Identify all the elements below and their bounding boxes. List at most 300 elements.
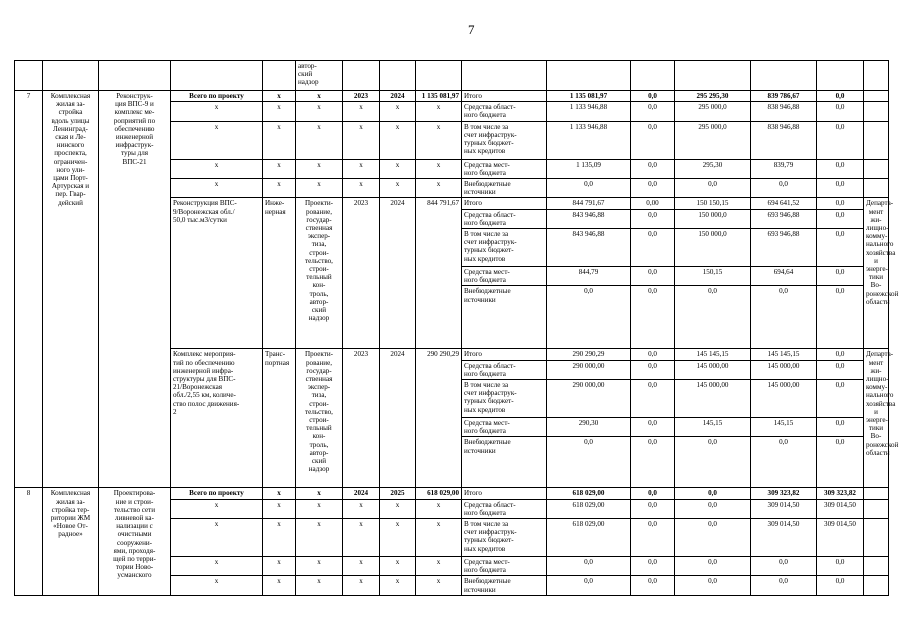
total-value <box>547 267 631 286</box>
value-2022-text: 0,0 <box>648 230 657 239</box>
table-body <box>15 61 899 596</box>
value-2022-text: 0,0 <box>648 381 657 390</box>
x-cell-text: x <box>395 500 400 509</box>
x-cell-text: x <box>395 520 400 529</box>
x-cell <box>343 576 380 595</box>
total-value <box>547 519 631 557</box>
value-2023-text: 145,15 <box>702 419 723 428</box>
x-cell-text: x <box>436 577 441 586</box>
x-cell <box>343 179 380 198</box>
value-2023 <box>675 499 751 518</box>
total-value <box>547 102 631 121</box>
total-cost-text: 290 290,29 <box>427 350 459 359</box>
page-number: 7 <box>468 22 475 37</box>
value-2025-text: 0,0 <box>835 287 845 296</box>
value-2022 <box>631 499 675 518</box>
value-2022 <box>631 209 675 228</box>
source-cell <box>462 349 547 360</box>
value-2024-text: 693 946,88 <box>767 210 800 219</box>
value-2025 <box>817 179 864 198</box>
object-stage-text: Проекти- рование, государ- ственная экспер- тиза, строи- тельство, строи- тельный кон- троль, автор- ский надзор <box>304 199 334 323</box>
total-value-text: 844,79 <box>578 268 599 277</box>
x-cell-text: x <box>317 180 321 189</box>
total-value-text: 0,0 <box>584 180 593 189</box>
source-cell <box>462 91 547 102</box>
value-2023-text: 150,15 <box>702 268 723 277</box>
value-2022-text: 0,0 <box>648 520 657 529</box>
end-year-text: 2024 <box>390 199 405 208</box>
total-value <box>547 179 631 198</box>
value-2022-text: 0,0 <box>648 122 657 131</box>
x-cell-text: x <box>277 103 281 112</box>
value-2022-text: 0,00 <box>646 199 659 208</box>
x-cell-text: x <box>359 520 363 529</box>
project-name-text: Комплексная жилая за- стройка вдоль улицы Ленинград- ская и Ле- нинского проспекта, ограничен- ного ули- цами Порт- Артурская и пер. Гвар- дейский <box>50 92 91 207</box>
value-2024 <box>751 267 817 286</box>
responsible-org <box>864 198 899 349</box>
source-cell <box>462 179 547 198</box>
x-cell <box>171 102 263 121</box>
value-2023-text: 0,0 <box>708 558 717 567</box>
value-2025-text: 0,0 <box>835 180 845 189</box>
x-cell-text: x <box>317 92 321 100</box>
value-2023 <box>675 576 751 595</box>
value-2023-text: 295,30 <box>702 160 723 169</box>
value-2024-text: 839 786,67 <box>767 92 800 100</box>
responsible-org <box>864 349 899 488</box>
source-cell <box>462 102 547 121</box>
value-2025 <box>817 102 864 121</box>
source-cell <box>462 209 547 228</box>
value-2025-text: 0,0 <box>835 230 845 239</box>
total-cost-text: 1 135 081,97 <box>421 92 459 100</box>
x-cell <box>296 557 343 576</box>
x-cell-text: x <box>277 122 281 131</box>
value-2024-text: 0,0 <box>779 577 788 586</box>
x-cell-text: x <box>277 180 281 189</box>
value-2023 <box>675 286 751 349</box>
x-cell-text: x <box>436 180 441 189</box>
value-2024-text: 145 000,00 <box>767 381 800 390</box>
value-2022 <box>631 267 675 286</box>
x-cell-text: x <box>317 489 321 498</box>
total-value-text: 844 791,67 <box>572 199 605 208</box>
source-cell-text: Средства област- ного бюджета <box>464 500 516 517</box>
total-value <box>547 418 631 437</box>
value-2025 <box>817 576 864 595</box>
total-value-text: 843 946,88 <box>572 230 605 239</box>
end-year-text: 2025 <box>390 489 405 498</box>
x-cell-text: x <box>395 103 400 112</box>
value-2024 <box>751 437 817 488</box>
x-cell <box>296 488 343 499</box>
total-label <box>171 488 263 499</box>
value-2023 <box>675 267 751 286</box>
value-2025 <box>817 380 864 418</box>
total-value-text: 618 029,00 <box>572 489 605 498</box>
value-2024-text: 694,64 <box>773 268 794 277</box>
value-2023-text: 0,0 <box>708 500 717 509</box>
start-year-text: 2023 <box>353 350 369 359</box>
value-2025-text: 0,0 <box>835 419 845 428</box>
total-value <box>547 91 631 102</box>
value-2024 <box>751 102 817 121</box>
value-2024 <box>751 557 817 576</box>
x-cell-text: x <box>395 577 400 586</box>
x-cell-text: x <box>359 577 363 586</box>
x-cell-text: x <box>359 180 363 189</box>
source-cell-text: Внебюджетные источники <box>464 287 511 304</box>
value-2024 <box>751 418 817 437</box>
value-2024 <box>751 499 817 518</box>
x-cell-text: x <box>317 520 321 529</box>
x-cell <box>171 159 263 178</box>
total-value-text: 1 133 946,88 <box>569 122 608 131</box>
object-stage <box>296 198 343 349</box>
value-2023 <box>675 437 751 488</box>
subproject-name-text: Проектирова- ние и строи- тельство сети ливневой ка- нализации с очистными сооружени- ями, проходя- щей по терри- тории Ново- усманского <box>113 489 156 580</box>
value-2023 <box>675 418 751 437</box>
value-2022 <box>631 519 675 557</box>
value-2024 <box>751 286 817 349</box>
x-cell <box>416 576 462 595</box>
total-value-text: 0,0 <box>584 287 593 296</box>
value-2022 <box>631 576 675 595</box>
object-stage-text: Проекти- рование, государ- ственная экспер- тиза, строи- тельство, строи- тельный кон- троль, автор- ский надзор <box>304 350 334 474</box>
value-2022-text: 0,0 <box>648 489 657 498</box>
value-2023 <box>675 349 751 360</box>
x-cell <box>416 102 462 121</box>
object-kind-text: Инже- нерная <box>265 199 286 216</box>
x-cell <box>380 179 416 198</box>
value-2024-text: 145,15 <box>773 419 794 428</box>
value-2025-text: 0,0 <box>835 92 845 100</box>
value-2024 <box>751 488 817 499</box>
x-cell <box>263 519 296 557</box>
x-cell <box>380 557 416 576</box>
source-cell-text: Внебюджетные источники <box>464 438 511 455</box>
total-cost <box>416 91 462 102</box>
end-year <box>380 349 416 488</box>
x-cell-text: x <box>214 103 219 112</box>
value-2024-text: 0,0 <box>779 438 788 447</box>
budget-table <box>14 60 899 596</box>
total-cost-text: 844 791,67 <box>427 199 459 208</box>
value-2025 <box>817 229 864 267</box>
value-2024-text: 309 014,50 <box>767 520 800 529</box>
start-year <box>343 91 380 102</box>
value-2022-text: 0,0 <box>648 180 657 189</box>
x-cell <box>380 121 416 159</box>
x-cell-text: x <box>359 160 363 169</box>
x-cell <box>171 519 263 557</box>
end-year <box>380 488 416 499</box>
x-cell <box>171 121 263 159</box>
value-2022-text: 0,0 <box>648 210 657 219</box>
total-value-text: 1 133 946,88 <box>569 103 608 112</box>
x-cell <box>171 179 263 198</box>
value-2024 <box>751 159 817 178</box>
x-cell <box>263 179 296 198</box>
source-cell-text: В том числе за счет инфраструк- турных бюджет- ных кредитов <box>464 381 517 414</box>
value-2023-text: 0,0 <box>708 180 717 189</box>
x-cell-text: x <box>214 520 219 529</box>
x-cell-text: x <box>277 500 281 509</box>
start-year <box>343 349 380 488</box>
x-cell <box>416 179 462 198</box>
value-2024-text: 838 946,88 <box>767 122 800 131</box>
value-2024-text: 309 323,82 <box>767 489 800 498</box>
x-cell-text: x <box>359 500 363 509</box>
value-2024 <box>751 380 817 418</box>
value-2024-text: 0,0 <box>779 180 788 189</box>
x-cell <box>416 121 462 159</box>
value-2024-text: 145 000,00 <box>767 361 800 370</box>
value-2023 <box>675 91 751 102</box>
value-2024-text: 309 014,50 <box>767 500 800 509</box>
x-cell <box>263 557 296 576</box>
source-cell-text: Средства мест- ного бюджета <box>464 160 510 177</box>
x-cell-text: x <box>359 103 363 112</box>
x-cell <box>171 499 263 518</box>
value-2025-text: 0,0 <box>835 558 845 567</box>
total-value <box>547 121 631 159</box>
value-2022 <box>631 349 675 360</box>
value-2022 <box>631 91 675 102</box>
value-2024 <box>751 349 817 360</box>
row-number-text: 7 <box>26 92 31 100</box>
value-2022-text: 0,0 <box>648 361 657 370</box>
value-2022-text: 0,0 <box>648 103 657 112</box>
value-2025 <box>817 267 864 286</box>
x-cell <box>263 576 296 595</box>
x-cell <box>343 121 380 159</box>
x-cell-text: x <box>436 558 441 567</box>
project-name-text: Комплексная жилая за- стройка тер- ритории ЖМ «Новое От- радное» <box>50 489 91 539</box>
source-cell-text: Средства област- ного бюджета <box>464 103 516 120</box>
value-2024 <box>751 91 817 102</box>
value-2023-text: 150 000,0 <box>698 210 727 219</box>
value-2024 <box>751 179 817 198</box>
object-kind <box>263 198 296 349</box>
source-cell-text: Итого <box>464 350 482 359</box>
end-year <box>380 91 416 102</box>
total-value-text: 1 135 081,97 <box>569 92 608 100</box>
value-2024 <box>751 519 817 557</box>
x-cell-text: x <box>277 92 281 100</box>
x-cell <box>263 91 296 102</box>
value-2024-text: 145 145,15 <box>767 350 800 359</box>
value-2025-text: 0,0 <box>835 268 845 277</box>
subproject-name <box>99 488 171 595</box>
project-name <box>43 91 99 488</box>
start-year-text: 2024 <box>353 489 369 498</box>
value-2025 <box>817 499 864 518</box>
x-cell-text: x <box>214 558 219 567</box>
source-cell <box>462 121 547 159</box>
x-cell-text: x <box>359 558 363 567</box>
object-name-text: Реконструкция ВПС- 9/Воронежская обл./ 50,0 тыс.м3/сутки <box>173 199 237 224</box>
value-2024-text: 0,0 <box>779 558 788 567</box>
start-year-text: 2023 <box>353 92 369 100</box>
x-cell-text: x <box>395 558 400 567</box>
value-2023 <box>675 179 751 198</box>
total-cost <box>416 488 462 499</box>
value-2023-text: 145 000,00 <box>696 361 729 370</box>
value-2025 <box>817 198 864 209</box>
value-2025-text: 0,0 <box>835 350 845 359</box>
x-cell-text: x <box>436 122 441 131</box>
x-cell-text: x <box>277 577 281 586</box>
x-cell-text: x <box>317 103 321 112</box>
total-label <box>171 91 263 102</box>
total-value <box>547 349 631 360</box>
x-cell-text: x <box>214 122 219 131</box>
x-cell <box>380 159 416 178</box>
value-2025-text: 309 323,82 <box>824 489 856 498</box>
value-2022 <box>631 121 675 159</box>
source-cell <box>462 488 547 499</box>
source-cell <box>462 159 547 178</box>
total-value <box>547 229 631 267</box>
value-2025-text: 0,0 <box>835 381 845 390</box>
value-2022 <box>631 557 675 576</box>
total-value <box>547 557 631 576</box>
source-cell <box>462 229 547 267</box>
source-cell-text: Внебюджетные источники <box>464 180 511 197</box>
row-number <box>15 91 43 488</box>
value-2025 <box>817 360 864 379</box>
x-cell <box>296 179 343 198</box>
x-cell-text: x <box>214 180 219 189</box>
value-2022-text: 0,0 <box>648 438 657 447</box>
value-2024 <box>751 360 817 379</box>
value-2023-text: 0,0 <box>708 489 717 498</box>
x-cell <box>171 557 263 576</box>
value-2022 <box>631 360 675 379</box>
value-2023-text: 150 150,15 <box>696 199 729 208</box>
value-2023-text: 145 000,00 <box>696 381 729 390</box>
value-2025 <box>817 437 864 488</box>
source-cell-text: Средства мест- ного бюджета <box>464 268 510 285</box>
x-cell-text: x <box>214 577 219 586</box>
resp-cell <box>864 159 889 178</box>
x-cell <box>263 121 296 159</box>
value-2025 <box>817 349 864 360</box>
total-value <box>547 159 631 178</box>
x-cell <box>416 499 462 518</box>
x-cell <box>296 91 343 102</box>
end-year-text: 2024 <box>390 92 405 100</box>
x-cell-text: x <box>436 500 441 509</box>
value-2023-text: 0,0 <box>708 287 717 296</box>
total-value <box>547 286 631 349</box>
x-cell <box>263 499 296 518</box>
x-cell <box>263 102 296 121</box>
source-cell <box>462 418 547 437</box>
resp-cell <box>864 91 889 102</box>
value-2022 <box>631 286 675 349</box>
x-cell-text: x <box>277 489 281 498</box>
total-value-text: 618 029,00 <box>572 520 605 529</box>
value-2022 <box>631 229 675 267</box>
value-2022-text: 0,0 <box>648 500 657 509</box>
value-2025-text: 0,0 <box>835 361 845 370</box>
source-cell <box>462 267 547 286</box>
x-cell-text: x <box>277 520 281 529</box>
value-2024 <box>751 121 817 159</box>
x-cell <box>380 102 416 121</box>
value-2023-text: 295 000,0 <box>698 103 727 112</box>
value-2024 <box>751 576 817 595</box>
source-cell-text: В том числе за счет инфраструк- турных бюджет- ных кредитов <box>464 520 517 553</box>
source-cell-text: В том числе за счет инфраструк- турных бюджет- ных кредитов <box>464 122 517 156</box>
value-2025-text: 309 014,50 <box>824 500 856 509</box>
x-cell-text: x <box>436 520 441 529</box>
x-cell <box>296 499 343 518</box>
table-row <box>15 61 889 91</box>
x-cell <box>263 488 296 499</box>
total-value <box>547 499 631 518</box>
total-value-text: 290 000,00 <box>572 361 605 370</box>
value-2025-text: 0,0 <box>835 438 845 447</box>
stage-cell: автор- ский надзор <box>296 61 343 91</box>
value-2024 <box>751 229 817 267</box>
value-2022-text: 0,0 <box>648 287 657 296</box>
value-2023 <box>675 159 751 178</box>
value-2023-text: 0,0 <box>708 520 717 529</box>
row-number-text: 8 <box>26 489 31 498</box>
value-2025 <box>817 91 864 102</box>
value-2023 <box>675 102 751 121</box>
value-2022 <box>631 380 675 418</box>
x-cell <box>416 557 462 576</box>
x-cell-text: x <box>395 180 400 189</box>
value-2024 <box>751 209 817 228</box>
value-2025 <box>817 488 864 499</box>
x-cell-text: x <box>317 122 321 131</box>
object-kind <box>263 349 296 488</box>
value-2023 <box>675 209 751 228</box>
x-cell-text: x <box>436 160 441 169</box>
value-2023 <box>675 229 751 267</box>
source-cell-text: Итого <box>464 92 482 100</box>
x-cell-text: x <box>395 122 400 131</box>
value-2025-text: 0,0 <box>835 210 845 219</box>
value-2023 <box>675 121 751 159</box>
value-2024-text: 693 946,88 <box>767 230 800 239</box>
value-2022 <box>631 179 675 198</box>
value-2022-text: 0,0 <box>648 92 657 100</box>
x-cell <box>296 121 343 159</box>
source-cell-text: Внебюджетные источники <box>464 577 511 594</box>
x-cell-text: x <box>359 122 363 131</box>
value-2025 <box>817 418 864 437</box>
value-2025 <box>817 159 864 178</box>
x-cell <box>380 499 416 518</box>
resp-cell <box>864 499 889 518</box>
source-cell <box>462 380 547 418</box>
source-cell <box>462 198 547 209</box>
value-2022-text: 0,0 <box>648 577 657 586</box>
x-cell <box>343 159 380 178</box>
total-value-text: 290,30 <box>578 419 599 428</box>
x-cell <box>343 519 380 557</box>
value-2022 <box>631 102 675 121</box>
object-name <box>171 349 263 488</box>
responsible-org-text: Департа- мент жи- лищно- комму- нального хозяйства и энерге- тики Во- ронежской области <box>866 350 899 457</box>
x-cell-text: x <box>317 500 321 509</box>
